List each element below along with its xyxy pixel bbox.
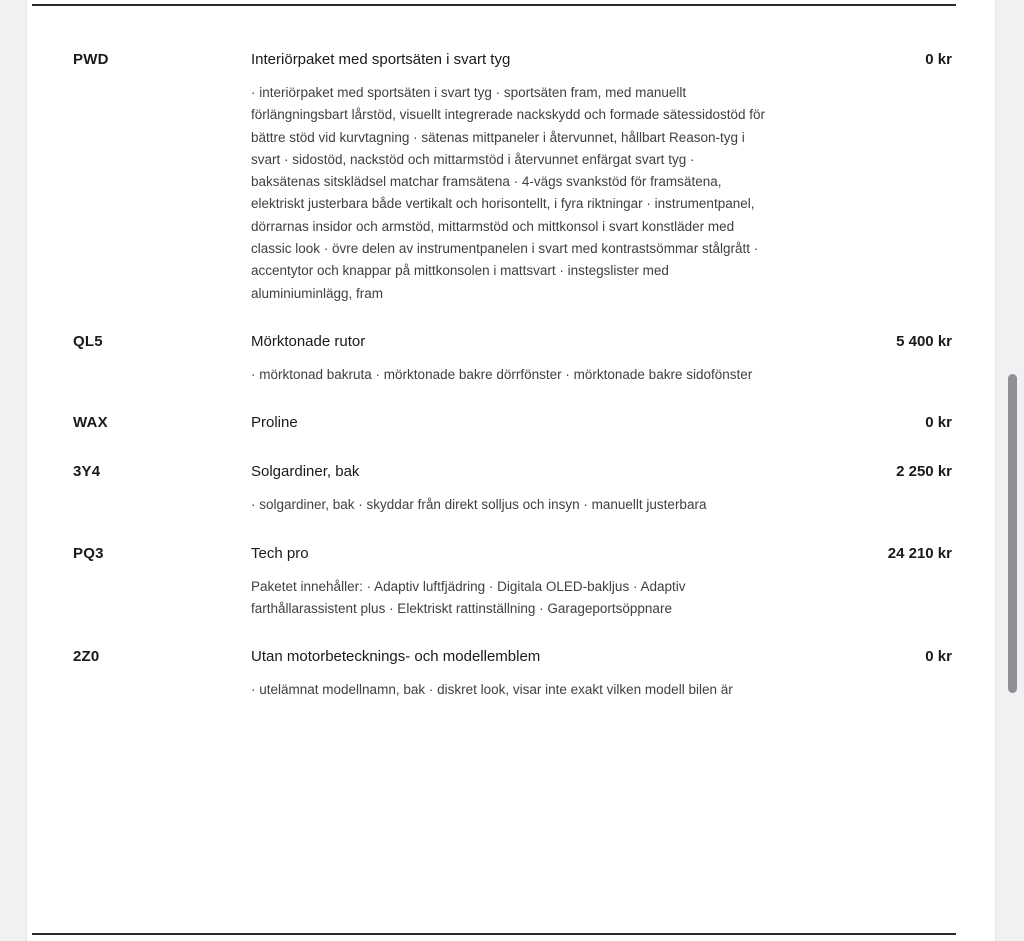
option-main <box>251 330 896 386</box>
option-row <box>73 542 952 621</box>
option-main <box>251 542 888 621</box>
option-title: Interiörpaket med sportsäten i svart tyg <box>251 51 511 68</box>
option-description: Paketet innehåller: · Adaptiv luftfjädring · Digitala OLED-bakljus · Adaptiv farthållarassistent plus · Elektriskt rattinställning · Garageportsöppnare <box>251 578 686 616</box>
option-title: Utan motorbetecknings- och modellemblem <box>251 648 541 666</box>
scrollbar-thumb[interactable] <box>1008 374 1017 693</box>
option-row <box>73 330 952 386</box>
option-main <box>251 411 925 435</box>
option-row <box>73 460 952 516</box>
option-main <box>251 460 896 516</box>
options-list <box>27 0 995 726</box>
option-main <box>251 645 925 701</box>
scrollbar-track[interactable] <box>997 0 1024 941</box>
option-price: 0 kr <box>925 414 952 432</box>
option-code: 2Z0 <box>73 648 100 666</box>
option-price: 0 kr <box>925 51 952 68</box>
option-row <box>73 645 952 701</box>
table-bottom-border <box>32 933 956 935</box>
option-code: WAX <box>73 414 108 432</box>
option-title: Tech pro <box>251 544 309 562</box>
option-description: · mörktonad bakruta · mörktonade bakre dörrfönster · mörktonade bakre sidofönster <box>251 366 753 382</box>
option-description: · utelämnat modellnamn, bak · diskret look, visar inte exakt vilken modell bilen är <box>251 682 733 698</box>
option-row <box>73 411 952 435</box>
options-document-sheet <box>26 0 996 941</box>
option-description: · interiörpaket med sportsäten i svart tyg · sportsäten fram, med manuellt förlängningsbart lårstöd, visuellt integrerade nackskydd och formade sätessidostöd för bättre stöd vid kurvtagning · sätenas mittpaneler i återvunnet, hållbart Reason-tyg i svart · sidostöd, nackstöd och mittarmstöd i återvunnet enfärgat svart tyg · baksätenas sitsklädsel matchar framsätena · 4-vägs svankstöd för framsätena, elektriskt justerbara både vertikalt och horisontellt, i fyra riktningar · instrumentpanel, dörrarnas insidor och armstöd, mittarmstöd och mittkonsol i svart konstläder med classic look · övre delen av instrumentpanelen i svart med kontrastsömmar stålgrått · accentytor och knappar på mittkonsolen i mattsvart · instegslister med aluminiuminlägg, fram <box>251 85 766 301</box>
option-description: · solgardiner, bak · skyddar från direkt solljus och insyn · manuellt justerbara <box>251 497 707 513</box>
option-code: 3Y4 <box>73 463 101 481</box>
option-price: 2 250 kr <box>896 463 952 481</box>
option-title: Proline <box>251 414 298 432</box>
option-code: PWD <box>73 51 109 68</box>
option-code: QL5 <box>73 332 103 350</box>
option-price: 5 400 kr <box>896 332 952 350</box>
option-price: 24 210 kr <box>887 544 952 562</box>
option-price: 0 kr <box>925 648 952 666</box>
option-code: PQ3 <box>73 544 104 562</box>
option-main <box>251 48 925 305</box>
option-row <box>73 48 952 305</box>
option-title: Solgardiner, bak <box>251 463 360 481</box>
option-title: Mörktonade rutor <box>251 332 366 350</box>
